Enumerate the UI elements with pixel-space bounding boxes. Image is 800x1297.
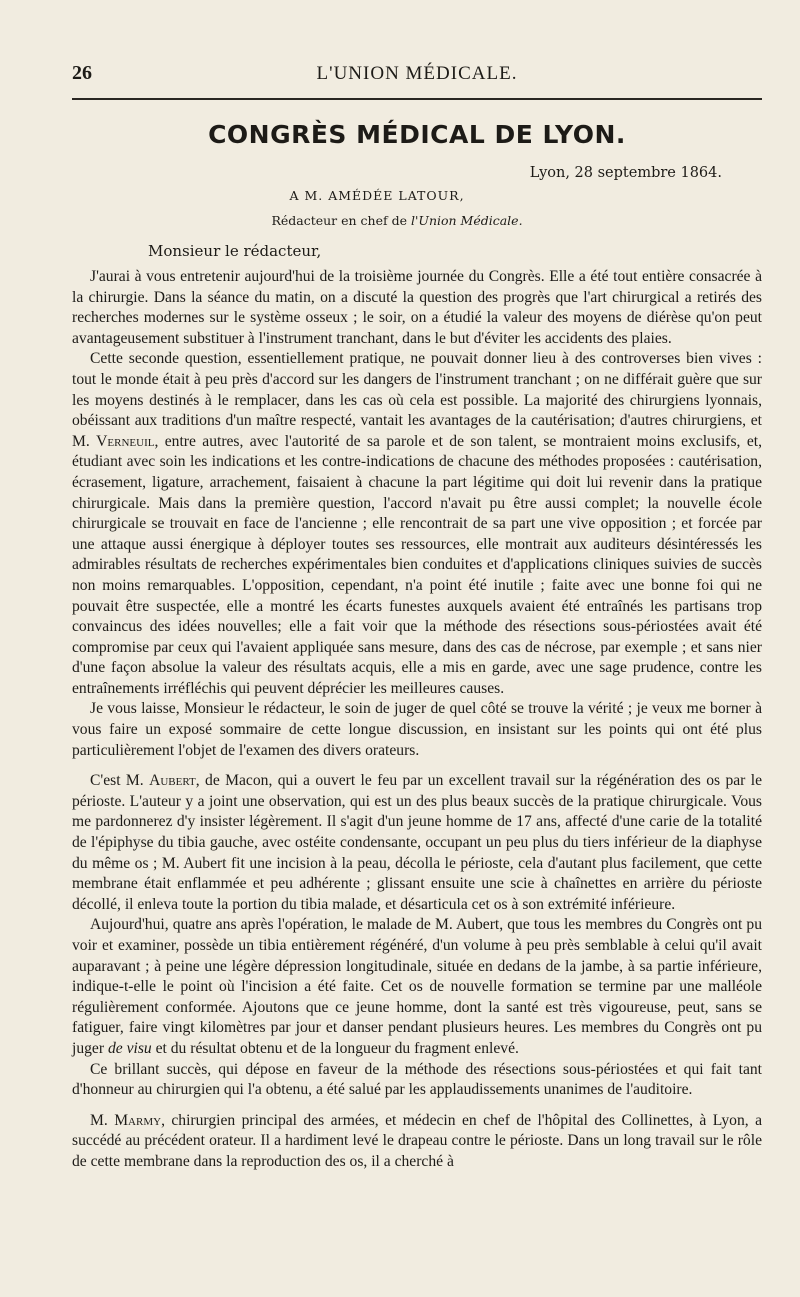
running-head	[72, 62, 762, 92]
page-number: 26	[72, 62, 92, 84]
dateline: Lyon, 28 septembre 1864.	[529, 165, 722, 181]
addressee-role-prefix: Rédacteur en chef de	[271, 213, 411, 228]
paragraph-5-italic: de visu	[107, 1039, 152, 1057]
article-title: CONGRÈS MÉDICAL DE LYON.	[208, 120, 626, 149]
journal-title: L'UNION MÉDICALE.	[316, 63, 518, 84]
surname-verneuil: Verneuil	[96, 432, 155, 450]
paragraph-1: J'aurai à vous entretenir aujourd'hui de la troisième journée du Congrès. Elle a été tout entière consacrée à la chirurgie. Dans la séance du matin, on a discuté la question des progrès que l'art chirurgical a retirés des recherches modernes sur le système osseux ; le soir, on a étudié la valeur des moyens de diérèse qu'on peut avantageusement substituer à l'instrument tranchant, dans le but d'éviter les accidents des plaies.	[72, 268, 762, 347]
paragraph-7-part-a: M.	[90, 1111, 115, 1129]
paragraph-5-part-b: et du résultat obtenu et de la longueur du fragment enlevé.	[151, 1039, 519, 1057]
article-body	[72, 267, 762, 1173]
addressee: A M. AMÉDÉE LATOUR,	[289, 188, 465, 203]
addressee-role-journal: l'Union Médicale.	[410, 213, 523, 228]
paragraph-2	[72, 349, 762, 699]
surname-aubert: Aubert	[149, 772, 196, 790]
header-rule	[72, 98, 762, 100]
paragraph-4	[72, 771, 762, 915]
paragraph-2-part-b: , entre autres, avec l'autorité de sa parole et de son talent, se montraient moins exclusifs, et, étudiant avec soin les indications et les contre-indications de chacune des méthodes proposées : cautérisation, écrasement, ligature, arrachement, faisaient à chacune la part légitime qui doit lui revenir dans la pratique chirurgicale. Mais dans la première question, l'accord n'avait pu être aussi complet; la nouvelle école chirurgicale se trouvait en face de l'ancienne ; elle rencontrait de sa part une vive opposition ; et forcée par une attaque aussi énergique à déployer toutes ses ressources, elle montrait aux auditeurs désintéressés les admirables résultats de recherches expérimentales bien conduites et d'applications cliniques suivies de succès non moins remarquables. L'opposition, cependant, n'a point été inutile ; faite avec une bonne foi qui ne pouvait être suspectée, elle a montré les écarts funestes auxquels avaient été entraînés les partisans trop convaincus des idées nouvelles; elle a fait voir que la méthode des résections sous-périostées avait été compromise par ceux qui l'avaient appliquée sans mesure, dans des cas de nécrose, par exemple ; et sans nier d'une façon absolue la valeur des résultats acquis, elle a mis en garde, avec une sage prudence, contre les entraînements irréfléchis qui peuvent déprécier les meilleures causes.	[72, 432, 762, 697]
salutation: Monsieur le rédacteur,	[148, 242, 322, 260]
paragraph-7	[72, 1111, 762, 1173]
paragraph-4-part-b: , de Macon, qui a ouvert le feu par un excellent travail sur la régénération des os par le périoste. L'auteur y a joint une observation, qui est un des plus beaux succès de la pratique chirurgicale. Vous me pardonnerez d'y insister légèrement. Il s'agit d'un jeune homme de 17 ans, affecté d'une carie de la totalité de l'épiphyse du tibia gauche, avec ostéite condensante, occupant un peu plus du tiers inférieur de la diaphyse du même os ; M. Aubert fit une incision à la peau, décolla le périoste, cela d'autant plus facilement, que cette membrane était enflammée et peu adhérente ; glissant ensuite une scie à chaînettes en arrière du périoste décollé, il enleva toute la portion du tibia malade, et désarticula cet os à son extrémité inférieure.	[72, 772, 763, 913]
paragraph-3: Je vous laisse, Monsieur le rédacteur, le soin de juger de quel côté se trouve la vérité ; je veux me borner à vous faire un exposé sommaire de cette longue discussion, en insistant sur les points qui ont été plus particulièrement l'objet de l'examen des divers orateurs.	[72, 700, 762, 759]
paragraph-7-part-b: , chirurgien principal des armées, et médecin en chef de l'hôpital des Collinettes, à Lyon, a succédé au précédent orateur. Il a hardiment levé le drapeau contre le périoste. Dans un long travail sur le rôle de cette membrane dans la reproduction des os, il a cherché à	[72, 1111, 763, 1170]
paragraph-6: Ce brillant succès, qui dépose en faveur de la méthode des résections sous-périostées et qui fait tant d'honneur au chirurgien qui l'a obtenu, a été salué par les applaudissements unanimes de l'auditoire.	[72, 1060, 762, 1099]
paragraph-5-part-a: Aujourd'hui, quatre ans après l'opération, le malade de M. Aubert, que tous les membres du Congrès ont pu voir et examiner, possède un tibia entièrement régénéré, d'un volume à peu près semblable à celui qu'il avait auparavant ; à peine une légère dépression longitudinale, située en dedans de la jambe, à sa partie inférieure, indique-t-elle le point où l'incision a été faite. Cet os de nouvelle formation se termine par une malléole régulièrement conformée. Ajoutons que ce jeune homme, dont la santé est très vigoureuse, peut, sans se fatiguer, faire vingt kilomètres par jour et danser pendant plusieurs heures. Les membres du Congrès ont pu juger	[72, 916, 762, 1057]
paragraph-2-part-a: Cette seconde question, essentiellement pratique, ne pouvait donner lieu à des controverses bien vives : tout le monde était à peu près d'accord sur les dangers de l'instrument tranchant ; on ne différait guère que sur les moyens destinés à le remplacer, dans les cas où cela est possible. La majorité des chirurgiens lyonnais, obéissant aux traditions d'un maître respecté, vantait les avantages de la cautérisation; d'autres chirurgiens, et M.	[72, 350, 762, 450]
paragraph-4-part-a: C'est M.	[90, 772, 150, 790]
paragraph-5	[72, 915, 762, 1059]
surname-marmy: Marmy	[114, 1111, 162, 1129]
addressee-role	[72, 213, 762, 228]
